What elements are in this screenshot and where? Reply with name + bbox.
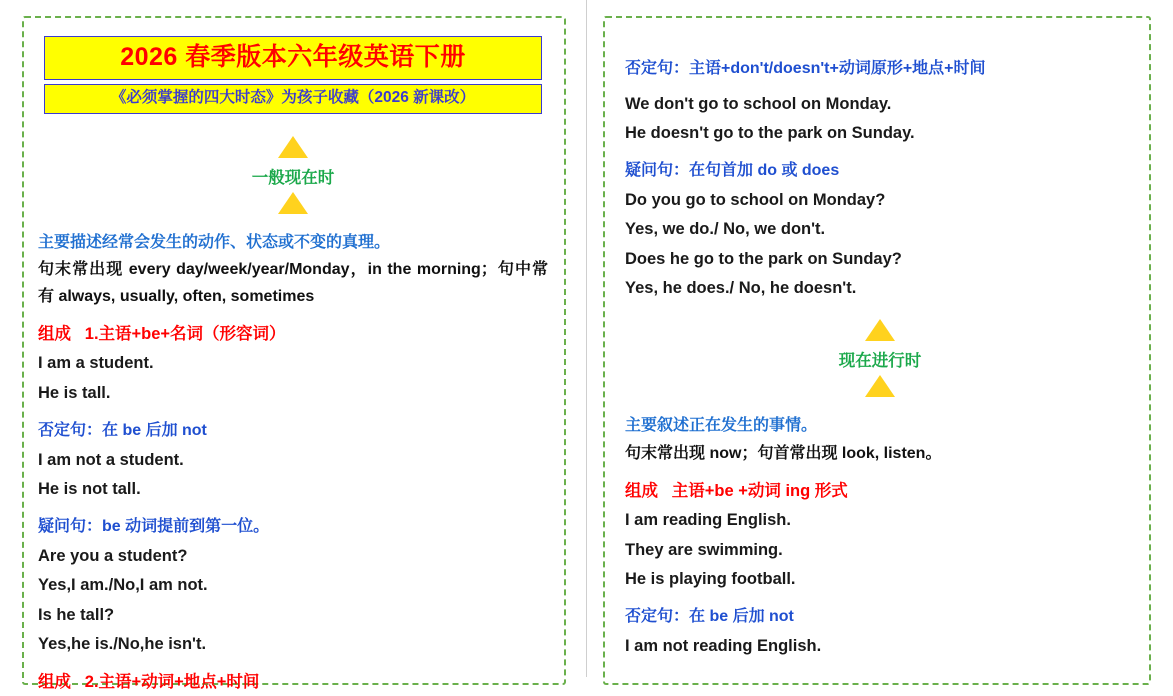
description-line-2: 句末常出现 now；句首常出现 look, listen。: [625, 444, 942, 462]
document-subtitle-box: [44, 84, 542, 114]
triangle-row-top: [625, 319, 1135, 341]
example-line: Do you go to school on Monday?: [625, 190, 886, 209]
triangle-icon: [278, 192, 308, 214]
example-line: They are swimming.: [625, 540, 783, 559]
negative-heading: 否定句：主语+don't/doesn't+动词原形+地点+时间: [625, 60, 986, 77]
right-page-content: [601, 10, 1159, 661]
present-simple-description: [38, 230, 548, 311]
example-line: Are you a student?: [38, 546, 188, 565]
rule-1-label: 组成: [38, 324, 71, 343]
example-line: Yes, we do./ No, we don't.: [625, 220, 826, 239]
example-line: Does he go to the park on Sunday?: [625, 249, 902, 268]
example-line: I am not reading English.: [625, 636, 822, 655]
triangle-row-top: [38, 136, 548, 158]
rule-2-label: 组成: [38, 673, 71, 692]
rule-heading: [625, 478, 1135, 504]
triangle-icon: [865, 375, 895, 397]
negative-heading-2: 否定句：在 be 后加 not: [625, 608, 794, 626]
present-continuous-description: [625, 413, 1135, 467]
question-heading: 疑问句：在句首加 do 或 does: [625, 162, 840, 180]
description-line-2: 句末常出现 every day/week/year/Monday，in the morning；句中常有 always, usually, often, sometimes: [38, 261, 548, 306]
example-line: He doesn't go to the park on Sunday.: [625, 123, 915, 142]
triangle-row-bottom: [38, 192, 548, 214]
example-line: I am not a student.: [38, 450, 184, 469]
example-line: Is he tall?: [38, 605, 115, 624]
triangle-row-bottom: [625, 375, 1135, 397]
left-page: [0, 0, 586, 692]
example-line: He is tall.: [38, 383, 111, 402]
left-page-content: [14, 10, 572, 696]
triangle-icon: [278, 136, 308, 158]
example-line: Yes,I am./No,I am not.: [38, 576, 208, 595]
example-line: He is playing football.: [625, 569, 796, 588]
triangle-icon: [865, 319, 895, 341]
document-title-box: [44, 36, 542, 80]
example-line: I am reading English.: [625, 511, 791, 530]
example-line: I am a student.: [38, 354, 154, 373]
right-page: [586, 0, 1173, 677]
page-subtitle: 《必须掌握的四大时态》为孩子收藏（2026 新课改）: [110, 89, 476, 106]
description-line-1: 主要叙述正在发生的事情。: [625, 417, 818, 435]
example-line: Yes,he is./No,he isn't.: [38, 635, 207, 654]
description-line-1: 主要描述经常会发生的动作、状态或不变的真理。: [38, 233, 391, 251]
example-line: We don't go to school on Monday.: [625, 94, 892, 113]
section-heading-present-simple: 一般现在时: [251, 168, 335, 187]
rule-label: 组成: [625, 481, 658, 500]
example-line: Yes, he does./ No, he doesn't.: [625, 278, 857, 297]
rule-2-text: 2.主语+动词+地点+时间: [84, 673, 260, 692]
section-heading-present-continuous: 现在进行时: [838, 352, 922, 371]
page-title: 2026 春季版本六年级英语下册: [120, 43, 466, 71]
negative-heading: 否定句：在 be 后加 not: [38, 422, 207, 440]
question-heading: 疑问句：be 动词提前到第一位。: [38, 518, 270, 536]
rule-2-heading: [38, 669, 548, 695]
rule-text: 主语+be +动词 ing 形式: [671, 481, 848, 500]
rule-1-text: 1.主语+be+名词（形容词）: [84, 324, 286, 343]
example-line: He is not tall.: [38, 480, 141, 498]
rule-1-heading: [38, 321, 548, 347]
